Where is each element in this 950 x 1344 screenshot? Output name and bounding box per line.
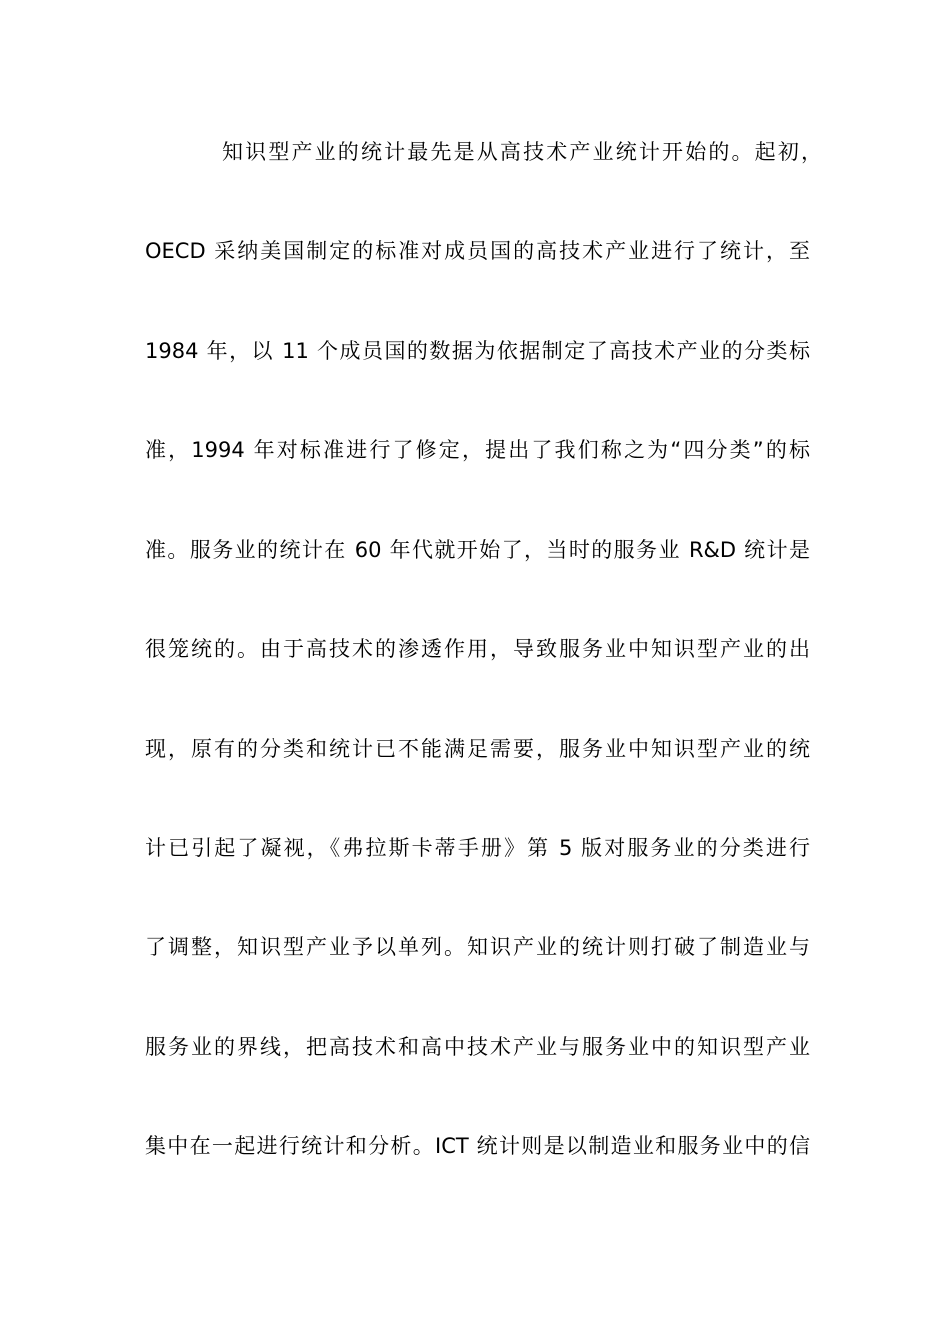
paragraph-line: 知识型产业的统计最先是从高技术产业统计开始的。起初， xyxy=(222,140,822,164)
paragraph-line: 计已引起了凝视，《弗拉斯卡蒂手册》第 5 版对服务业的分类进行 xyxy=(145,836,810,860)
paragraph-line: 服务业的界线，把高技术和高中技术产业与服务业中的知识型产业 xyxy=(145,1035,810,1059)
paragraph-line: 现，原有的分类和统计已不能满足需要，服务业中知识型产业的统 xyxy=(145,737,810,761)
paragraph-line: 了调整，知识型产业予以单列。知识产业的统计则打破了制造业与 xyxy=(145,935,810,959)
paragraph-line: 1984 年，以 11 个成员国的数据为依据制定了高技术产业的分类标 xyxy=(145,339,810,363)
paragraph-line: OECD 采纳美国制定的标准对成员国的高技术产业进行了统计，至 xyxy=(145,239,810,263)
paragraph-line: 准。服务业的统计在 60 年代就开始了，当时的服务业 R&D 统计是 xyxy=(145,538,810,562)
paragraph-line: 很笼统的。由于高技术的渗透作用，导致服务业中知识型产业的出 xyxy=(145,637,810,661)
paragraph-line: 准，1994 年对标准进行了修定，提出了我们称之为“四分类”的标 xyxy=(145,438,810,462)
paragraph-line: 集中在一起进行统计和分析。ICT 统计则是以制造业和服务业中的信 xyxy=(145,1134,810,1158)
